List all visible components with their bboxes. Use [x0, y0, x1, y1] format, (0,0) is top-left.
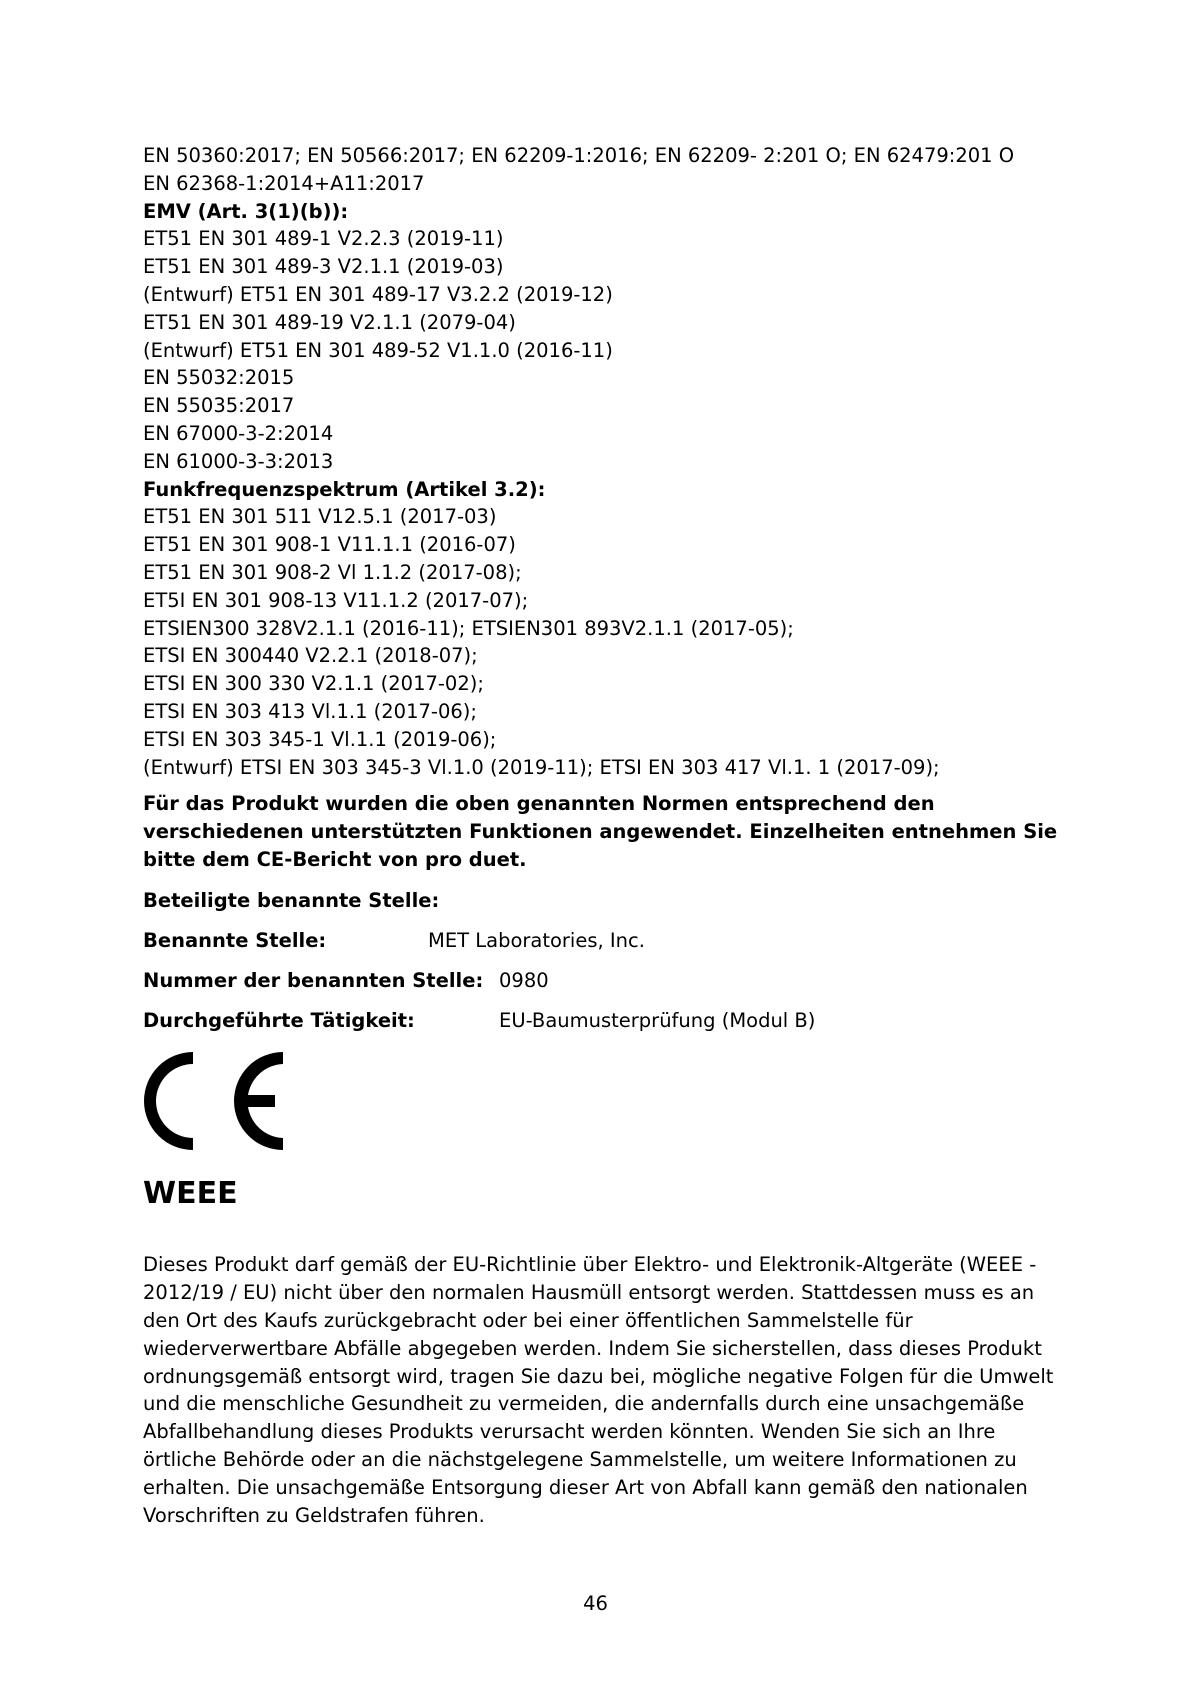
standard-line: (Entwurf) ET51 EN 301 489-17 V3.2.2 (2019-12): [143, 282, 613, 306]
notified-body-number-value: 0980: [499, 969, 549, 993]
notified-body-number-row: [143, 968, 1063, 994]
notified-body-activity-label: Durchgeführte Tätigkeit:: [143, 1009, 415, 1033]
notified-body-name-row: [143, 928, 1063, 954]
standard-line: EN 55035:2017: [143, 394, 295, 418]
standard-line: ETSI EN 303 345-1 Vl.1.1 (2019-06);: [143, 727, 497, 751]
standard-line: ETSI EN 300 330 V2.1.1 (2017-02);: [143, 672, 484, 696]
weee-heading: WEEE: [143, 1176, 238, 1212]
standard-line: ETSI EN 300440 V2.2.1 (2018-07);: [143, 644, 478, 668]
notified-body-name-value: MET Laboratories, Inc.: [428, 929, 645, 953]
standard-line: ET51 EN 301 908-1 V11.1.1 (2016-07): [143, 533, 516, 557]
standard-line: ET51 EN 301 511 V12.5.1 (2017-03): [143, 505, 497, 529]
standard-line: ET51 EN 301 908-2 Vl 1.1.2 (2017-08);: [143, 560, 522, 584]
notified-body-number-label: Nummer der benannten Stelle:: [143, 969, 484, 993]
standard-line: EN 50360:2017; EN 50566:2017; EN 62209-1:2016; EN 62209- 2:201 O; EN 62479:201 O: [143, 144, 1015, 167]
notified-body-heading: Beteiligte benannte Stelle:: [143, 889, 440, 913]
standard-line: ET51 EN 301 489-19 V2.1.1 (2079-04): [143, 310, 516, 334]
section-heading: EMV (Art. 3(1)(b)):: [143, 199, 349, 223]
standard-line: EN 55032:2015: [143, 366, 295, 390]
standard-line: (Entwurf) ETSI EN 303 345-3 Vl.1.0 (2019-11); ETSI EN 303 417 Vl.1. 1 (2017-09);: [143, 755, 940, 779]
notified-body-activity-row: [143, 1008, 1063, 1034]
standard-line: ET51 EN 301 489-1 V2.2.3 (2019-11): [143, 227, 504, 251]
notified-body-name-label: Benannte Stelle:: [143, 929, 327, 953]
standards-list: [143, 142, 1063, 781]
standards-note: Für das Produkt wurden die oben genannten Normen entsprechend den verschiedenen unterstützten Funktionen angewendet. Einzelheiten entnehmen Sie bitte dem CE-Bericht von pro duet.: [143, 792, 1058, 872]
document-page: [143, 142, 1063, 1529]
standard-line: EN 62368-1:2014+A11:2017: [143, 171, 425, 195]
standard-line: ET51 EN 301 489-3 V2.1.1 (2019-03): [143, 255, 504, 279]
standard-line: ETSI EN 303 413 Vl.1.1 (2017-06);: [143, 699, 477, 723]
standard-line: ETSIEN300 328V2.1.1 (2016-11); ETSIEN301 893V2.1.1 (2017-05);: [143, 616, 794, 640]
standard-line: EN 67000-3-2:2014: [143, 421, 334, 445]
weee-paragraph: Dieses Produkt darf gemäß der EU-Richtlinie über Elektro- und Elektronik-Altgeräte (WEEE - 2012/19 / EU) nicht über den normalen Hausmüll entsorgt werden. Stattdessen muss es an den Ort des Kaufs zurückgebracht oder bei einer öffentlichen Sammelstelle für wiederverwertbare Abfälle abgegeben werden. Indem Sie sicherstellen, dass dieses Produkt ordnungsgemäß entsorgt wird, tragen Sie dazu bei, mögliche negative Folgen für die Umwelt und die menschliche Gesundheit zu vermeiden, die andernfalls durch eine unsachgemäße Abfallbehandlung dieses Produkts verursacht werden könnten. Wenden Sie sich an Ihre örtliche Behörde oder an die nächstgelegene Sammelstelle, um weitere Informationen zu erhalten. Die unsachgemäße Entsorgung dieser Art von Abfall kann gemäß den nationalen Vorschriften zu Geldstrafen führen.: [143, 1253, 1054, 1527]
standard-line: (Entwurf) ET51 EN 301 489-52 V1.1.0 (2016-11): [143, 338, 613, 362]
section-heading: Funkfrequenzspektrum (Artikel 3.2):: [143, 477, 546, 501]
standard-line: EN 61000-3-3:2013: [143, 449, 334, 473]
ce-mark-icon: [143, 1050, 285, 1152]
standard-line: ET5I EN 301 908-13 V11.1.2 (2017-07);: [143, 588, 529, 612]
notified-body-activity-value: EU-Baumusterprüfung (Modul B): [499, 1009, 816, 1033]
page-number: 46: [583, 1592, 608, 1615]
